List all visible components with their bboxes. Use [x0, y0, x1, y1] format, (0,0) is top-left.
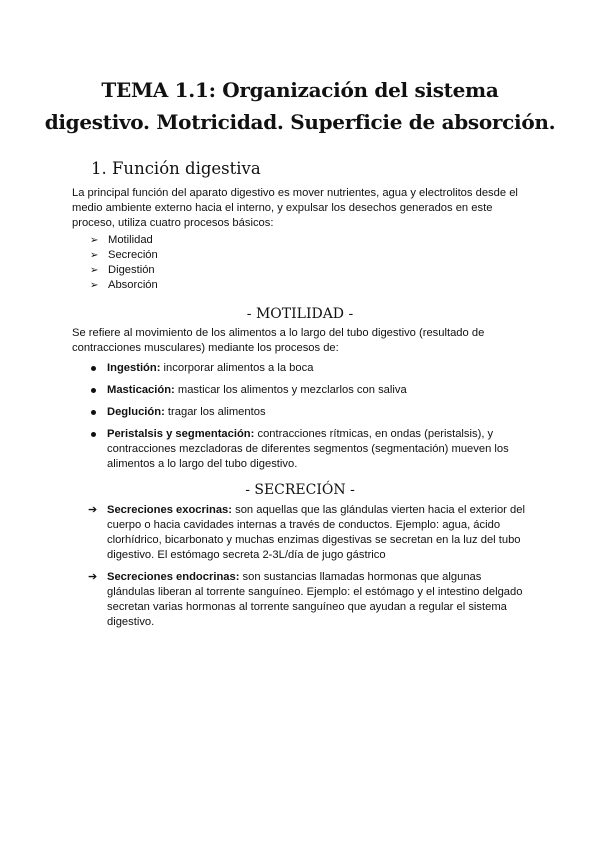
intro-paragraph	[72, 186, 532, 231]
term-label: Peristalsis y segmentación:	[107, 428, 255, 440]
list-item	[90, 278, 158, 293]
definition-text: masticar los alimentos y mezclarlos con saliva	[174, 384, 407, 396]
definition-text: contracciones mezcladoras de diferentes segmentos (segmentación) mueven los	[107, 443, 509, 455]
list-item	[88, 427, 538, 472]
definition-text: tragar los alimentos	[164, 406, 266, 418]
motilidad-list	[88, 361, 538, 479]
arrowhead-icon: ➢	[90, 235, 99, 246]
list-item	[88, 503, 538, 563]
bullet-icon	[91, 388, 96, 393]
definition-text: son aquellas que las glándulas vierten hacia el exterior del	[232, 504, 525, 516]
intro-line: La principal función del aparato digestivo es mover nutrientes, agua y electrolitos desde el	[72, 187, 518, 199]
paragraph-line: Se refiere al movimiento de los alimentos a lo largo del tubo digestivo (resultado de	[72, 327, 485, 339]
bullet-icon	[91, 366, 96, 371]
section-heading-motilidad: - MOTILIDAD -	[246, 306, 354, 322]
secrecion-list	[88, 503, 538, 637]
definition-text: son sustancias llamadas hormonas que algunas	[239, 571, 482, 583]
definition-text: incorporar alimentos a la boca	[160, 362, 314, 374]
section-heading-funcion-digestiva: 1. Función digestiva	[91, 159, 261, 178]
definition-text: contracciones rítmicas, en ondas (peristalsis), y	[254, 428, 494, 440]
term-label: Secreciones endocrinas:	[107, 571, 240, 583]
arrowhead-icon: ➢	[90, 265, 99, 276]
page-title	[40, 74, 560, 138]
definition-text: glándulas liberan al torrente sanguíneo. Ejemplo: el estómago y el intestino delgado	[107, 586, 523, 598]
intro-line: proceso, utiliza cuatro procesos básicos:	[72, 217, 274, 229]
paragraph-line: contracciones musculares) mediante los procesos de:	[72, 342, 339, 354]
term-label: Masticación:	[107, 384, 175, 396]
process-list	[90, 233, 158, 293]
term-label: Ingestión:	[107, 362, 161, 374]
motilidad-paragraph	[72, 326, 532, 356]
definition-text: alimentos a lo largo del tubo digestivo.	[107, 458, 298, 470]
section-heading-secrecion: - SECRECIÓN -	[245, 482, 355, 498]
term-label: Secreciones exocrinas:	[107, 504, 232, 516]
process-label: Motilidad	[108, 234, 153, 246]
process-label: Absorción	[108, 279, 158, 291]
term-label: Deglución:	[107, 406, 165, 418]
list-item	[90, 263, 158, 278]
definition-text: clorhídrico, bicarbonato y muchas enzimas digestivas se secretan en la luz del tubo	[107, 534, 521, 546]
arrow-right-icon: ➔	[88, 571, 98, 583]
arrowhead-icon: ➢	[90, 280, 99, 291]
definition-text: digestivo. El estómago secreta 2-3L/día de jugo gástrico	[107, 549, 386, 561]
arrow-right-icon: ➔	[88, 504, 98, 516]
list-item	[88, 570, 538, 630]
definition-text: digestivo.	[107, 616, 155, 628]
definition-text: secretan varias hormonas al torrente sanguíneo que ayudan a regular el sistema	[107, 601, 507, 613]
title-line-2: digestivo. Motricidad. Superficie de absorción.	[44, 110, 556, 134]
list-item	[88, 405, 538, 420]
list-item	[90, 248, 158, 263]
definition-text: cuerpo o hacia cavidades internas a través de conductos. Ejemplo: agua, ácido	[107, 519, 501, 531]
list-item	[90, 233, 158, 248]
process-label: Secreción	[108, 249, 158, 261]
bullet-icon	[91, 432, 96, 437]
list-item	[88, 383, 538, 398]
list-item	[88, 361, 538, 376]
intro-line: medio ambiente externo hacia el interno, y expulsar los desechos generados en este	[72, 202, 493, 214]
arrowhead-icon: ➢	[90, 250, 99, 261]
process-label: Digestión	[108, 264, 155, 276]
title-line-1: TEMA 1.1: Organización del sistema	[101, 78, 499, 102]
bullet-icon	[91, 410, 96, 415]
